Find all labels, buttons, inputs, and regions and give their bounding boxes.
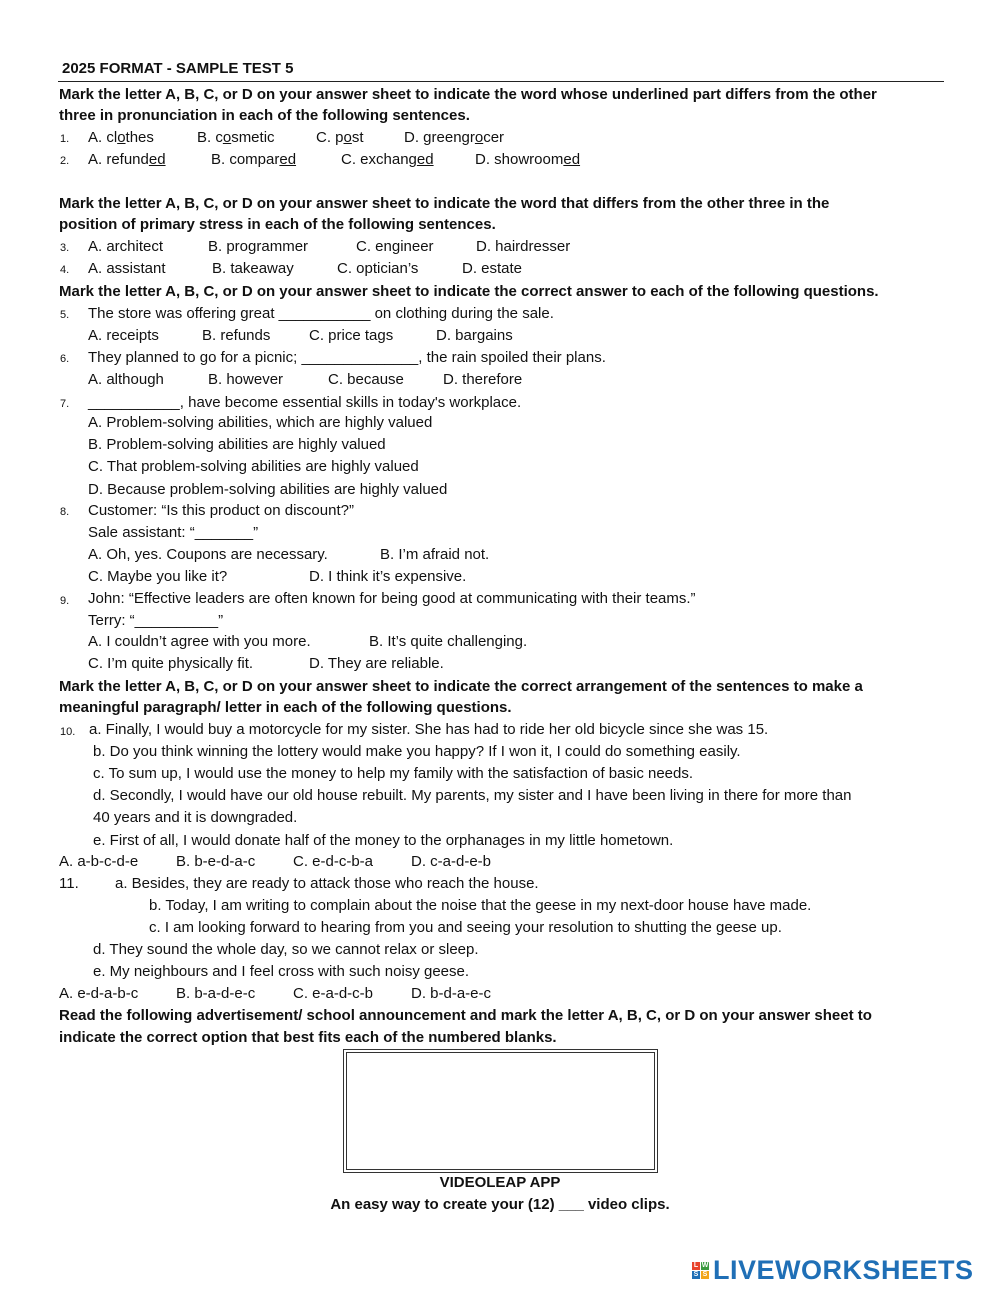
q11-option-b: B. b-a-d-e-c [176, 985, 256, 1002]
q2-option-a: A. refunded [88, 151, 166, 168]
section4-instruction-line2: meaningful paragraph/ letter in each of the following questions. [59, 699, 512, 716]
question-number: 1. [60, 133, 70, 145]
q4-option-b: B. takeaway [212, 260, 294, 277]
logo-cell-4: S [702, 1270, 708, 1278]
q10-sentence-a: a. Finally, I would buy a motorcycle for my sister. She has had to ride her old bicycle since she was 15. [89, 721, 769, 738]
q9-option-b: B. It’s quite challenging. [369, 633, 528, 650]
q10-sentence-d-cont: 40 years and it is downgraded. [93, 809, 298, 826]
q9-stem-2: Terry: “__________” [88, 612, 224, 629]
q9-stem: John: “Effective leaders are often known for being good at communicating with their teams.” [88, 590, 696, 607]
section2-instruction-line1: Mark the letter A, B, C, or D on your answer sheet to indicate the word that differs from the other three in the [59, 195, 830, 212]
question-number: 3. [60, 242, 70, 254]
q4-option-a: A. assistant [88, 260, 166, 277]
question-number: 7. [60, 398, 70, 410]
q11-sentence-e: e. My neighbours and I feel cross with such noisy geese. [93, 963, 470, 980]
question-number: 6. [60, 353, 70, 365]
q11-sentence-b: b. Today, I am writing to complain about the noise that the geese in my next-door house have made. [149, 897, 812, 914]
question-number: 5. [60, 309, 70, 321]
question-number: 11. [59, 875, 79, 892]
q2-option-d: D. showroomed [475, 151, 581, 168]
logo-text: LIVEWORKSHEETS [713, 1254, 974, 1285]
q11-option-c: C. e-a-d-c-b [293, 985, 374, 1002]
question-number: 2. [60, 155, 70, 167]
q10-sentence-d: d. Secondly, I would have our old house rebuilt. My parents, my sister and I have been living in there for more than [93, 787, 852, 804]
page-title: 2025 FORMAT - SAMPLE TEST 5 [62, 60, 294, 77]
q4-option-d: D. estate [462, 260, 523, 277]
q8-option-b: B. I’m afraid not. [380, 546, 490, 563]
q1-option-a: A. clothes [88, 129, 154, 146]
section5-instruction-line1: Read the following advertisement/ school announcement and mark the letter A, B, C, or D on your answer sheet to [59, 1007, 872, 1024]
q6-option-b: B. however [208, 371, 284, 388]
q7-option-d: D. Because problem-solving abilities are highly valued [88, 481, 448, 498]
logo-cell-1: L [693, 1261, 699, 1269]
section2-instruction-line2: position of primary stress in each of the following sentences. [59, 216, 496, 233]
q1-option-b: B. cosmetic [197, 129, 275, 146]
question-number: 10. [60, 726, 76, 738]
q3-option-c: C. engineer [356, 238, 434, 255]
q9-option-a: A. I couldn’t agree with you more. [88, 633, 311, 650]
liveworksheets-logo [692, 1253, 974, 1287]
q11-sentence-d: d. They sound the whole day, so we cannot relax or sleep. [93, 941, 479, 958]
q1-option-c: C. post [316, 129, 364, 146]
q10-option-b: B. b-e-d-a-c [176, 853, 256, 870]
q11-sentence-c: c. I am looking forward to hearing from you and seeing your resolution to shutting the geese up. [149, 919, 782, 936]
q10-option-d: D. c-a-d-e-b [411, 853, 492, 870]
q8-option-d: D. I think it’s expensive. [309, 568, 467, 585]
section5-instruction-line2: indicate the correct option that best fits each of the numbered blanks. [59, 1029, 557, 1046]
section4-instruction-line1: Mark the letter A, B, C, or D on your answer sheet to indicate the correct arrangement of the sentences to make a [59, 678, 863, 695]
q7-option-a: A. Problem-solving abilities, which are highly valued [88, 414, 433, 431]
logo-cell-2: W [701, 1261, 709, 1269]
q6-stem: They planned to go for a picnic; ______________, the rain spoiled their plans. [88, 349, 606, 366]
section1-instruction-line1: Mark the letter A, B, C, or D on your answer sheet to indicate the word whose underlined part differs from the other [59, 86, 877, 103]
q11-option-d: D. b-d-a-e-c [411, 985, 492, 1002]
question-number: 8. [60, 506, 70, 518]
q7-stem: ___________, have become essential skills in today's workplace. [88, 394, 522, 411]
q8-option-c: C. Maybe you like it? [88, 568, 228, 585]
q10-sentence-b: b. Do you think winning the lottery would make you happy? If I won it, I could do something easily. [93, 743, 741, 760]
q5-option-a: A. receipts [88, 327, 159, 344]
section1-instruction-line2: three in pronunciation in each of the following sentences. [59, 107, 470, 124]
q1-option-d: D. greengrocer [404, 129, 505, 146]
q9-option-d: D. They are reliable. [309, 655, 444, 672]
title-divider [58, 81, 944, 82]
ad-title: VIDEOLEAP APP [439, 1174, 561, 1191]
question-number: 9. [60, 595, 70, 607]
question-number: 4. [60, 264, 70, 276]
q6-option-d: D. therefore [443, 371, 523, 388]
q5-option-d: D. bargains [436, 327, 513, 344]
q11-sentence-a: a. Besides, they are ready to attack those who reach the house. [115, 875, 539, 892]
q10-sentence-e: e. First of all, I would donate half of the money to the orphanages in my little hometown. [93, 832, 674, 849]
q8-option-a: A. Oh, yes. Coupons are necessary. [88, 546, 328, 563]
q7-option-c: C. That problem-solving abilities are highly valued [88, 458, 419, 475]
q8-stem-2: Sale assistant: “_______” [88, 524, 259, 541]
ad-subtitle: An easy way to create your (12) ___ video clips. [330, 1196, 670, 1213]
q7-option-b: B. Problem-solving abilities are highly valued [88, 436, 386, 453]
q10-option-a: A. a-b-c-d-e [59, 853, 139, 870]
q3-option-d: D. hairdresser [476, 238, 571, 255]
q6-option-a: A. although [88, 371, 164, 388]
q3-option-a: A. architect [88, 238, 164, 255]
section3-instruction: Mark the letter A, B, C, or D on your answer sheet to indicate the correct answer to each of the following questions. [59, 283, 879, 300]
q3-option-b: B. programmer [208, 238, 309, 255]
q5-option-c: C. price tags [309, 327, 394, 344]
q8-stem: Customer: “Is this product on discount?” [88, 502, 354, 519]
advertisement-image-inner [346, 1052, 655, 1170]
q5-stem: The store was offering great ___________ on clothing during the sale. [88, 305, 554, 322]
q9-option-c: C. I’m quite physically fit. [88, 655, 254, 672]
q2-option-c: C. exchanged [341, 151, 434, 168]
q10-sentence-c: c. To sum up, I would use the money to help my family with the satisfaction of basic needs. [93, 765, 694, 782]
q10-option-c: C. e-d-c-b-a [293, 853, 374, 870]
logo-cell-3: S [693, 1270, 699, 1278]
q11-option-a: A. e-d-a-b-c [59, 985, 139, 1002]
logo-icon [692, 1262, 709, 1279]
q6-option-c: C. because [328, 371, 404, 388]
q5-option-b: B. refunds [202, 327, 271, 344]
q4-option-c: C. optician’s [337, 260, 419, 277]
q2-option-b: B. compared [211, 151, 297, 168]
